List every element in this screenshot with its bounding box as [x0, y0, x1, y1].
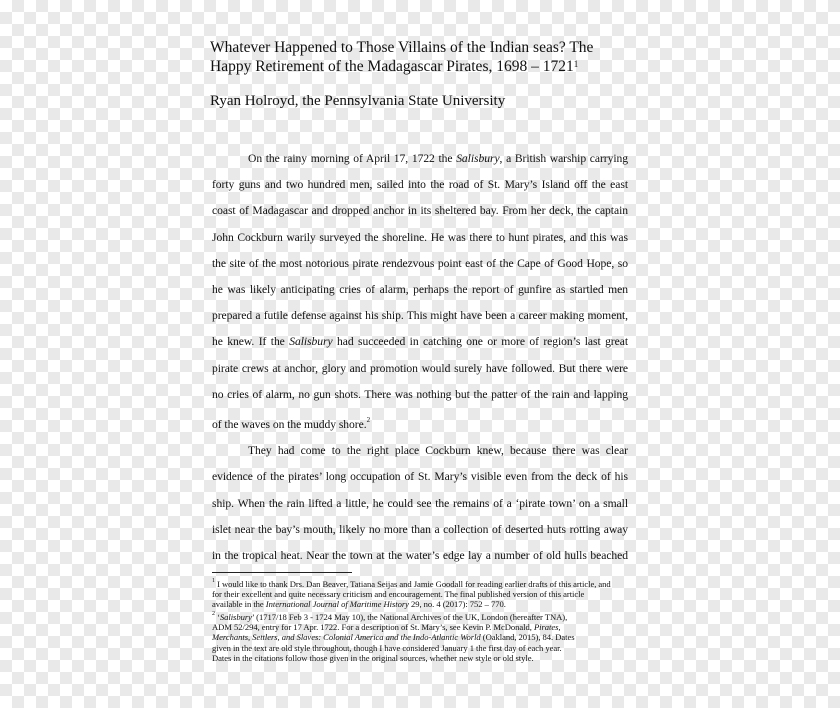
- italic-phrase: Salisbury: [456, 152, 500, 165]
- italic-phrase: Pirates,: [533, 621, 561, 632]
- footnote-line: [212, 610, 632, 622]
- italic-phrase: Merchants, Settlers, and Slaves: Colonial America and the Indo-Atlantic World: [212, 632, 481, 643]
- footnote-line: [212, 632, 632, 642]
- body-line: coast of Madagascar and dropped anchor in its sheltered bay. From her deck, the captain: [212, 204, 628, 218]
- italic-phrase: Salisbury: [289, 335, 333, 349]
- body-line: pirate crews at anchor, glory and promotion would surely have followed. But there were: [212, 361, 628, 375]
- body-line: he was likely anticipating cries of alarm, perhaps the report of gunfire as startled men: [212, 283, 628, 297]
- footnote-mark: 2: [212, 610, 215, 617]
- body-line-text: available in the International Journal of Maritime History 29, no. 4 (2017): 752 – 770.: [212, 599, 506, 610]
- body-line: the site of the most notorious pirate rendezvous point east of the Cape of Good Hope, so: [212, 256, 628, 270]
- footnote-separator: [212, 572, 352, 573]
- footnote-line: for their excellent and quite necessary criticism and encouragement. The final published version of this article: [212, 589, 585, 600]
- footnote-text: I would like to thank Drs. Dan Beaver, Tatiana Seijas and Jamie Goodall for reading earlier drafts of this article, and: [217, 578, 611, 589]
- article-title: [210, 38, 630, 76]
- body-line: ship. When the rain lifted a little, he could see the remains of a ‘pirate town’ on a small: [212, 496, 628, 510]
- body-line: prepared a futile defense against his ship. This might have been a career making moment,: [212, 309, 628, 323]
- body-line: [212, 146, 628, 172]
- article-author: Ryan Holroyd, the Pennsylvania State University: [210, 93, 506, 109]
- body-line: evidence of the pirates’ long occupation of St. Mary’s visible even from the deck of his: [212, 470, 628, 484]
- body-line-text: he knew. If the Salisbury had succeeded in catching one or more of region’s last great: [212, 335, 628, 349]
- body-line: [212, 408, 628, 438]
- footnote-mark[interactable]: 2: [366, 416, 371, 425]
- body-line: [212, 329, 628, 355]
- body-line-text: ‘Salisbury’ (1717/18 Feb 3 - 1724 May 10), the National Archives of the UK, London (hereafter TNA),: [217, 611, 568, 622]
- body-line: John Cockburn warily surveyed the shoreline. He was there to hunt pirates, and this was: [212, 230, 628, 244]
- footnote-line: [212, 577, 632, 589]
- body-line: in the tropical heat. Near the town at the water’s edge lay a number of old hulls beached: [212, 548, 628, 562]
- footnotes: [212, 577, 632, 663]
- italic-phrase: Salisbury: [219, 611, 252, 622]
- footnote-line: [212, 622, 632, 632]
- body-line-text: On the rainy morning of April 17, 1722 the Salisbury, a British warship carrying: [248, 152, 628, 165]
- body-line-text: ADM 52/294, entry for 17 Apr. 1722. For a description of St. Mary’s, see Kevin P. McDonald, Pirates,: [212, 621, 561, 632]
- footnote-line: [212, 599, 632, 609]
- body-line: no cries of alarm, no gun shots. There was nothing but the patter of the rain and lapping: [212, 387, 628, 401]
- title-footnote-mark[interactable]: 1: [573, 59, 579, 69]
- italic-phrase: International Journal of Maritime History: [265, 599, 409, 610]
- footnote-mark: 1: [212, 578, 215, 584]
- body-line-text: of the waves on the muddy shore.: [212, 417, 367, 431]
- footnote-line: given in the text are old style throughout, though I have considered January 1 the first day of each year.: [212, 642, 562, 653]
- body-line: forty guns and two hundred men, sailed into the road of St. Mary’s Island off the east: [212, 178, 628, 192]
- article-title-text: Whatever Happened to Those Villains of the Indian seas? The Happy Retirement of the Madagascar Pirates, 1698 – 1721: [210, 39, 594, 75]
- body-line-text: Merchants, Settlers, and Slaves: Colonial America and the Indo-Atlantic World (Oakland, 2015), 84. Dates: [212, 632, 575, 643]
- body-line: islet near the bay’s mouth, likely no more than a collection of deserted huts rotting away: [212, 522, 628, 536]
- article-body: [212, 146, 628, 569]
- body-line: They had come to the right place Cockburn knew, because there was clear: [248, 444, 628, 458]
- footnote-line: Dates in the citations follow those given in the original sources, whether new style or old style.: [212, 652, 534, 663]
